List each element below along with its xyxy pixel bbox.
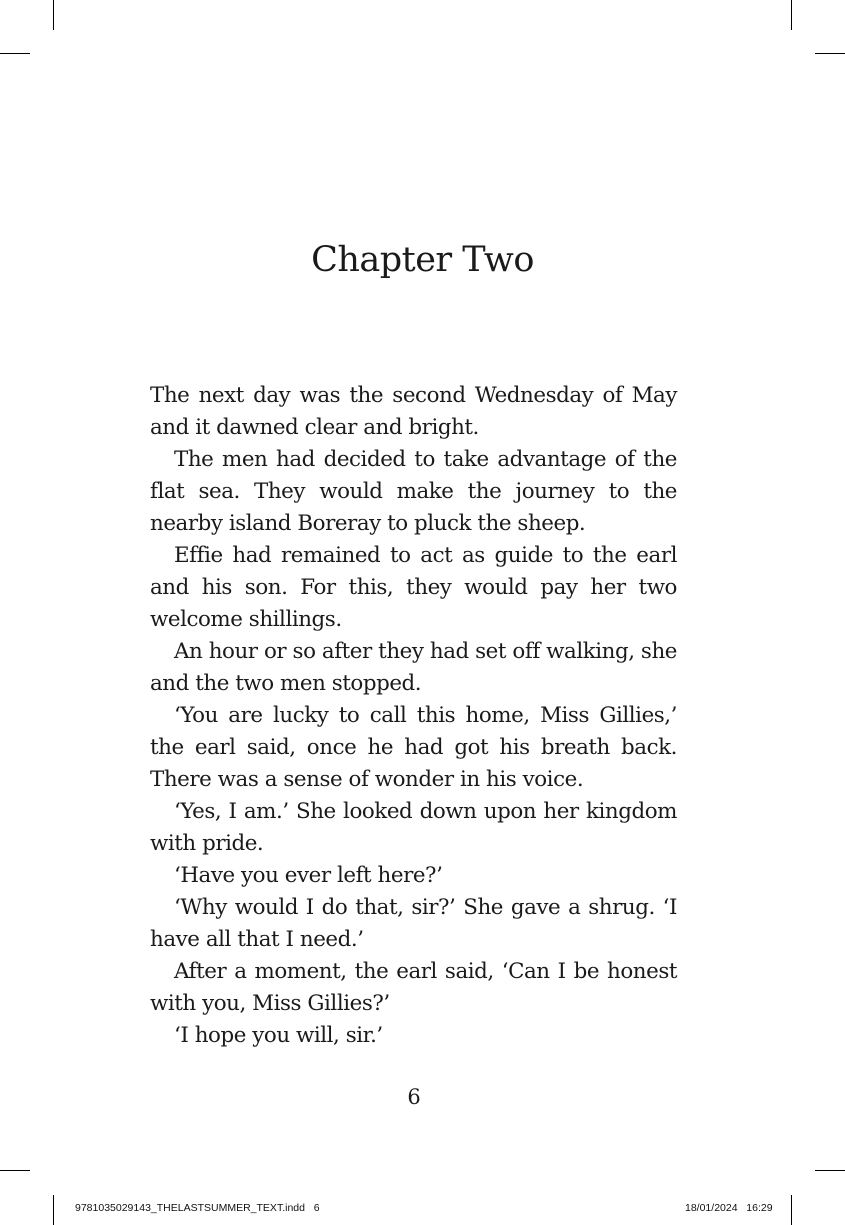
paragraph: ‘I hope you will, sir.’ (174, 1023, 383, 1048)
slug-file-info: 9781035029143_THELASTSUMMER_TEXT.indd 6 (75, 1202, 320, 1214)
crop-mark-left-top (0, 53, 30, 54)
slug-timestamp: 18/01/2024 16:29 (685, 1202, 773, 1214)
page-number: 6 (407, 1085, 421, 1109)
crop-mark-top-left (53, 0, 54, 30)
crop-mark-right-top (815, 53, 845, 54)
body-text (150, 380, 677, 1052)
paragraph: ‘Have you ever left here?’ (174, 863, 443, 888)
crop-mark-right-bottom (815, 1170, 845, 1171)
paragraph: ‘Yes, I am.’ She looked down upon her kingdom with pride. (150, 799, 677, 856)
paragraph: The next day was the second Wednesday of May and it dawned clear and bright. (150, 383, 677, 440)
paragraph: ‘Why would I do that, sir?’ She gave a shrug. ‘I have all that I need.’ (150, 895, 677, 952)
crop-mark-bottom-right (791, 1195, 792, 1225)
crop-mark-top-right (791, 0, 792, 30)
chapter-title: Chapter Two (311, 240, 534, 280)
crop-mark-bottom-left (53, 1195, 54, 1225)
paragraph: The men had decided to take advantage of the flat sea. They would make the journey to the nearby island Boreray to pluck the sheep. (150, 447, 677, 536)
paragraph: Effie had remained to act as guide to the earl and his son. For this, they would pay her two welcome shillings. (150, 543, 677, 632)
paragraph: ‘You are lucky to call this home, Miss Gillies,’ the earl said, once he had got his breath back. There was a sense of wonder in his voice. (150, 703, 677, 792)
paragraph: An hour or so after they had set off walking, she and the two men stopped. (150, 639, 677, 696)
crop-mark-left-bottom (0, 1170, 30, 1171)
paragraph: After a moment, the earl said, ‘Can I be honest with you, Miss Gillies?’ (150, 959, 677, 1016)
